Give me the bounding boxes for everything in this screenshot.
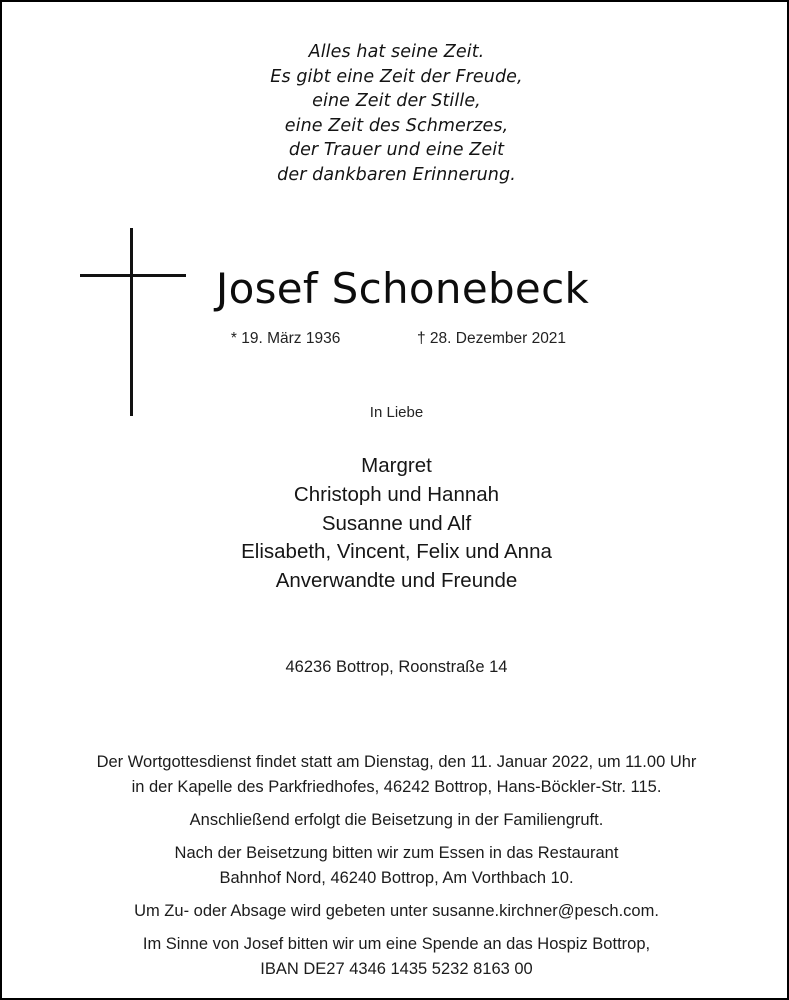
burial-paragraph [2,808,789,833]
rsvp-line: Um Zu- oder Absage wird gebeten unter susanne.kirchner@pesch.com. [134,902,659,920]
cross-vertical-bar [130,228,133,416]
service-details [2,750,789,982]
verse-line: der Trauer und eine Zeit [288,140,505,161]
iban-line: IBAN DE27 4346 1435 5232 8163 00 [260,960,533,978]
family-address: 46236 Bottrop, Roonstraße 14 [285,658,508,676]
service-line: Der Wortgottesdienst findet statt am Dienstag, den 11. Januar 2022, um 11.00 Uhr [96,753,697,771]
rsvp-paragraph [2,899,789,924]
life-dates [2,330,789,348]
mourner-line: Susanne und Alf [321,511,472,535]
birth-date: * 19. März 1936 [230,330,341,347]
verse-line: eine Zeit der Stille, [312,91,481,112]
burial-line: Anschließend erfolgt die Beisetzung in der Familiengruft. [189,811,604,829]
mourner-line: Elisabeth, Vincent, Felix und Anna [241,540,552,564]
verse-line: der dankbaren Erinnerung. [277,164,516,185]
christian-cross-icon [80,228,186,416]
donation-line: Im Sinne von Josef bitten wir um eine Spende an das Hospiz Bottrop, [142,935,651,953]
mourners-list [2,452,789,596]
mourner-line: Anverwandte und Freunde [275,569,518,593]
meal-line: Nach der Beisetzung bitten wir zum Essen in das Restaurant [174,844,619,862]
verse-line: Es gibt eine Zeit der Freude, [270,66,523,87]
death-date: † 28. Dezember 2021 [416,330,567,347]
donation-paragraph [2,932,789,982]
service-line: in der Kapelle des Parkfriedhofes, 46242 Bottrop, Hans-Böckler-Str. 115. [131,778,662,796]
mourning-intro: In Liebe [369,404,424,421]
meal-line: Bahnhof Nord, 46240 Bottrop, Am Vorthbach 10. [219,869,574,887]
verse-line: Alles hat seine Zeit. [308,42,485,62]
verse-line: eine Zeit des Schmerzes, [284,115,509,136]
service-paragraph [2,750,789,800]
deceased-name: Josef Schonebeck [215,264,590,313]
mourner-line: Margret [361,454,432,477]
mourner-line: Christoph und Hannah [293,482,500,506]
meal-paragraph [2,841,789,891]
memorial-verse [2,40,789,188]
